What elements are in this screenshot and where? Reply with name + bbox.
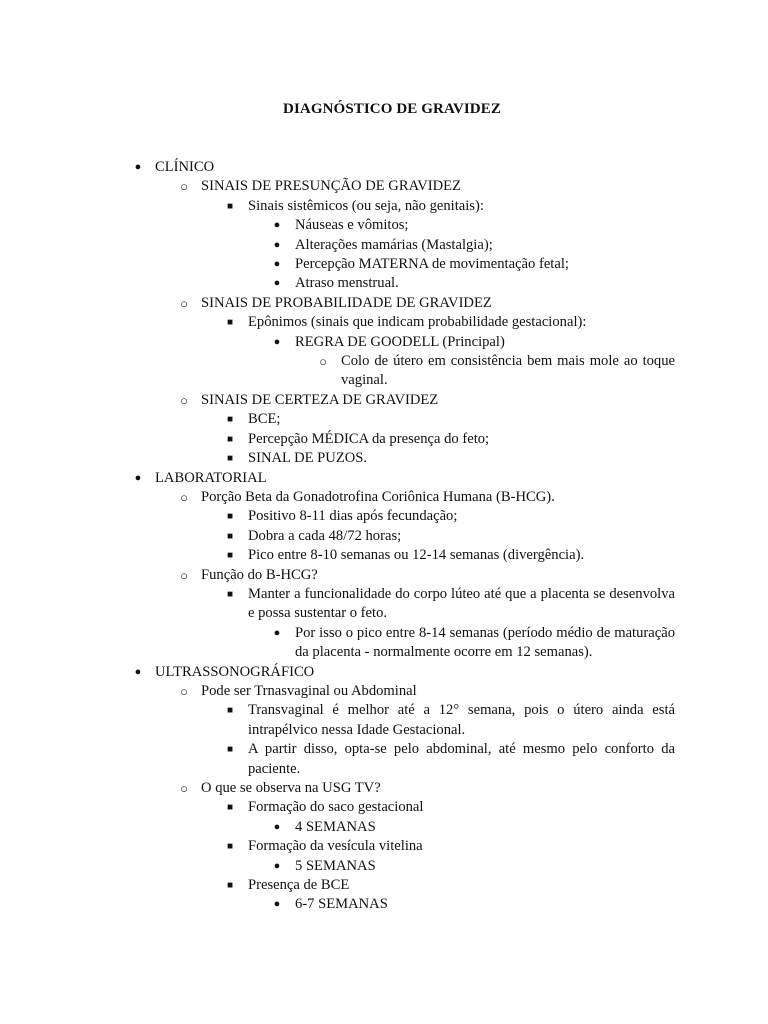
- square-bullet-icon: ■: [226, 841, 234, 853]
- outline-item-text: Sinais sistêmicos (ou seja, não genitais):: [248, 197, 484, 214]
- circle-bullet-icon: ○: [180, 567, 188, 583]
- outline-item-text: Positivo 8-11 dias após fecundação;: [248, 508, 458, 525]
- outline-item-level-3: [226, 313, 675, 332]
- disc-bullet-icon: ●: [273, 898, 281, 911]
- outline-item-level-4: [273, 895, 675, 914]
- square-bullet-icon: ■: [226, 705, 234, 717]
- outline-item-text: Náuseas e vômitos;: [295, 217, 409, 234]
- outline-item-level-4: [273, 624, 675, 663]
- outline-item-text: CLÍNICO: [155, 159, 215, 175]
- outline-item-text: ULTRASSONOGRÁFICO: [155, 663, 315, 680]
- circle-bullet-icon: ○: [180, 683, 188, 699]
- square-bullet-icon: ■: [226, 433, 234, 445]
- outline-item-level-3: [226, 507, 675, 526]
- square-bullet-icon: ■: [226, 511, 234, 523]
- outline-item-level-4: [273, 857, 675, 876]
- disc-bullet-icon: ●: [273, 335, 281, 348]
- document-title: DIAGNÓSTICO DE GRAVIDEZ: [283, 101, 501, 117]
- outline-item-level-4: [273, 236, 675, 255]
- disc-bullet-icon: ●: [273, 258, 281, 271]
- square-bullet-icon: ■: [226, 550, 234, 562]
- outline-item-level-2: [180, 391, 675, 410]
- outline-item-text: 4 SEMANAS: [295, 818, 376, 835]
- outline-item-level-4: [273, 274, 675, 293]
- outline-item-text: Manter a funcionalidade do corpo lúteo até que a placenta se desenvolva e possa sustentar o feto.: [248, 585, 675, 622]
- circle-bullet-icon: ○: [180, 392, 188, 408]
- disc-bullet-icon: ●: [134, 161, 142, 173]
- outline-item-level-3: [226, 527, 675, 546]
- disc-bullet-icon: ●: [273, 820, 281, 833]
- outline-item-text: Atraso menstrual.: [295, 275, 399, 292]
- outline-item-text: Epônimos (sinais que indicam probabilidade gestacional):: [248, 314, 587, 331]
- outline-item-level-3: [226, 798, 675, 817]
- bulleted-outline: [0, 158, 768, 915]
- circle-bullet-icon: ○: [180, 295, 188, 311]
- square-bullet-icon: ■: [226, 880, 234, 892]
- circle-bullet-icon: ○: [319, 354, 327, 370]
- outline-item-level-5: [319, 352, 675, 391]
- outline-item-text: Função do B-HCG?: [201, 566, 318, 583]
- outline-item-text: Pico entre 8-10 semanas ou 12-14 semanas (divergência).: [248, 547, 585, 564]
- disc-bullet-icon: ●: [134, 665, 142, 678]
- outline-item-level-4: [273, 818, 675, 837]
- square-bullet-icon: ■: [226, 802, 234, 814]
- outline-item-level-2: [180, 294, 675, 313]
- outline-item-level-1: [134, 663, 675, 682]
- outline-item-text: SINAIS DE PRESUNÇÃO DE GRAVIDEZ: [201, 178, 462, 195]
- outline-item-level-3: [226, 585, 675, 624]
- disc-bullet-icon: ●: [273, 238, 281, 251]
- outline-item-text: Percepção MATERNA de movimentação fetal;: [295, 256, 569, 273]
- outline-item-level-3: [226, 430, 675, 449]
- outline-item-level-2: [180, 779, 675, 798]
- outline-item-text: Colo de útero em consistência bem mais mole ao toque vaginal.: [341, 353, 675, 389]
- outline-item-text: 6-7 SEMANAS: [295, 896, 388, 913]
- disc-bullet-icon: ●: [273, 626, 281, 639]
- outline-item-text: 5 SEMANAS: [295, 857, 376, 874]
- circle-bullet-icon: ○: [180, 489, 188, 505]
- outline-item-level-3: [226, 449, 675, 468]
- outline-item-level-4: [273, 333, 675, 352]
- square-bullet-icon: ■: [226, 200, 234, 212]
- outline-item-text: A partir disso, opta-se pelo abdominal, até mesmo pelo conforto da paciente.: [248, 741, 675, 777]
- outline-item-text: Formação do saco gestacional: [248, 799, 424, 816]
- outline-item-level-3: [226, 546, 675, 565]
- outline-item-level-3: [226, 876, 675, 895]
- outline-item-text: O que se observa na USG TV?: [201, 780, 381, 796]
- outline-item-text: SINAL DE PUZOS.: [248, 450, 368, 467]
- outline-item-level-3: [226, 197, 675, 216]
- disc-bullet-icon: ●: [273, 219, 281, 232]
- outline-item-level-2: [180, 566, 675, 585]
- circle-bullet-icon: ○: [180, 179, 188, 195]
- circle-bullet-icon: ○: [180, 781, 188, 796]
- outline-item-level-2: [180, 488, 675, 507]
- outline-item-text: LABORATORIAL: [155, 469, 267, 486]
- disc-bullet-icon: ●: [273, 277, 281, 290]
- outline-item-level-1: [134, 469, 675, 488]
- outline-item-level-1: [134, 158, 675, 177]
- outline-item-text: SINAIS DE CERTEZA DE GRAVIDEZ: [201, 391, 439, 408]
- outline-item-text: Percepção MÉDICA da presença do feto;: [248, 430, 490, 447]
- outline-item-level-3: [226, 701, 675, 740]
- square-bullet-icon: ■: [226, 414, 234, 426]
- outline-item-level-2: [180, 177, 675, 196]
- outline-item-text: Transvaginal é melhor até a 12° semana, pois o útero ainda está intrapélvico nessa Idade Gestacional.: [248, 702, 675, 738]
- outline-item-text: Presença de BCE: [248, 877, 350, 894]
- outline-item-text: BCE;: [248, 411, 281, 428]
- outline-item-text: Dobra a cada 48/72 horas;: [248, 527, 402, 544]
- outline-item-text: Pode ser Trnasvaginal ou Abdominal: [201, 682, 417, 699]
- outline-item-level-3: [226, 410, 675, 429]
- square-bullet-icon: ■: [226, 453, 234, 465]
- outline-item-level-2: [180, 682, 675, 701]
- outline-item-text: Alterações mamárias (Mastalgia);: [295, 236, 493, 253]
- outline-item-text: Porção Beta da Gonadotrofina Coriônica Humana (B-HCG).: [201, 488, 555, 505]
- square-bullet-icon: ■: [226, 530, 234, 542]
- disc-bullet-icon: ●: [273, 859, 281, 872]
- outline-item-level-3: [226, 740, 675, 779]
- outline-item-text: SINAIS DE PROBABILIDADE DE GRAVIDEZ: [201, 294, 492, 311]
- square-bullet-icon: ■: [226, 588, 234, 600]
- outline-item-text: REGRA DE GOODELL (Principal): [295, 333, 505, 350]
- square-bullet-icon: ■: [226, 744, 234, 756]
- outline-item-level-3: [226, 837, 675, 856]
- outline-item-text: Formação da vesícula vitelina: [248, 838, 423, 855]
- outline-item-text: Por isso o pico entre 8-14 semanas (período médio de maturação da placenta - normalmente ocorre em 12 semanas).: [295, 624, 675, 661]
- outline-item-level-4: [273, 216, 675, 235]
- outline-item-level-4: [273, 255, 675, 274]
- square-bullet-icon: ■: [226, 317, 234, 329]
- disc-bullet-icon: ●: [134, 471, 142, 484]
